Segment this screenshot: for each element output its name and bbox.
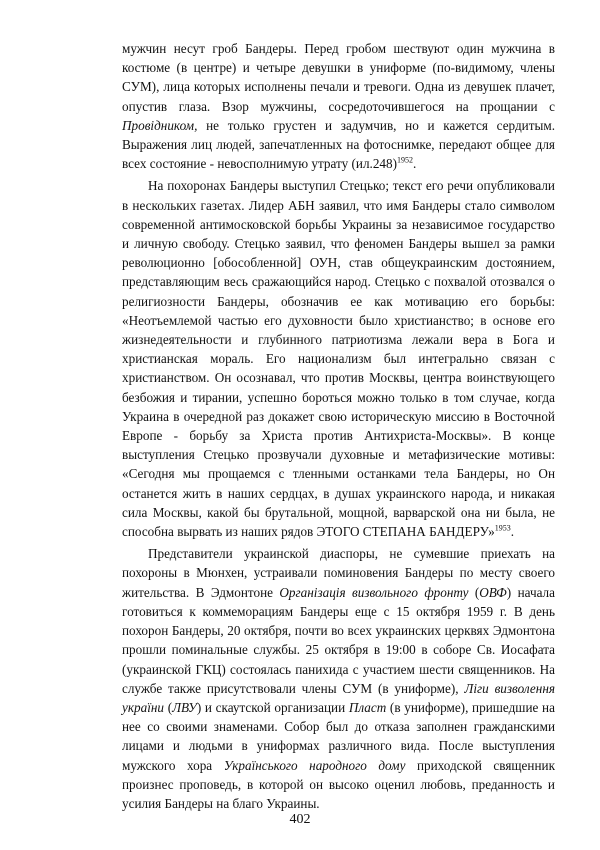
italic-text: Українського народного дому bbox=[223, 757, 406, 773]
italic-text: Ліги визволення україни bbox=[122, 680, 555, 715]
italic-text: Пласт bbox=[348, 699, 387, 715]
italic-text: ОВФ bbox=[479, 584, 507, 600]
footnote-ref: 1953 bbox=[494, 523, 511, 533]
text-run: ) и скаутской организации bbox=[196, 699, 349, 715]
paragraph-2 bbox=[122, 176, 555, 541]
page-number: 402 bbox=[289, 812, 311, 827]
text-run: На похоронах Бандеры выступил Стецько; текст его речи опубликовали в нескольких газетах. Лидер АБН заявил, что имя Бандеры стало символом современной антимосковской борьбы Украины за независимое государство и личную свободу. Стецько заявил, что феномен Бандеры вышел за рамки революционно [обособленной] ОУН, став общеукраинским достоянием, представляющим весь сражающийся народ. Стецько с похвалой отозвался о религиозности Бандеры, обозначив ее как мотивацию его борьбы: «Неотъемлемой частью его духовности было христианство; в основе его жизнедеятельности и глубинного патриотизма лежали вера в Бога и христианская мораль. Его национализм был интегрально связан с христианством. Он осознавал, что против Москвы, центра воинствующего безбожия и тирании, успешно бороться можно только в том случае, когда Украина в очередной раз докажет свою историческую миссию в Восточной Европе - борьбу за Христа против Антихриста-Москвы». В конце выступления Стецько прозвучали духовные и метафизические мотивы: «Сегодня мы прощаемся с тленными останками тела Бандеры, но Он останется жить в наших сердцах, в душах украинского народа, и никакая сила Москвы, какой бы брутальной, мощной, варварской она ни была, не способна вырвать из наших рядов ЭТОГО СТЕПАНА БАНДЕРУ» bbox=[122, 178, 555, 540]
italic-text: ЛВУ bbox=[172, 699, 197, 715]
footnote-ref: 1952 bbox=[397, 155, 413, 165]
paragraph-1 bbox=[122, 39, 555, 173]
text-run: . bbox=[413, 156, 417, 172]
body-text bbox=[122, 39, 555, 813]
text-run: ( bbox=[468, 584, 480, 600]
text-run: . bbox=[510, 524, 515, 540]
text-run: Представители украинской диаспоры, не сумевшие приехать на похороны в Мюнхен, устраивали поминовения Бандеры по месту своего жительства. В Эдмонтоне bbox=[122, 546, 555, 600]
text-run: мужчин несут гроб Бандеры. Перед гробом шествуют один мужчина в костюме (в центре) и четыре девушки в униформе (по-видимому, члены СУМ), лица которых исполнены печали и тревоги. Одна из девушек плачет, опустив глаза. Взор мужчины, сосредоточившегося на прощании с bbox=[122, 41, 555, 114]
text-run: (в униформе), пришедшие на нее со своими знаменами. Собор был до отказа заполнен гражданскими лицами и людьми в униформах различного вида. После выступления мужского хора bbox=[122, 699, 555, 773]
italic-text: Провідником, bbox=[122, 117, 198, 133]
italic-text: Організація визвольного фронту bbox=[279, 584, 469, 600]
paragraph-3 bbox=[122, 544, 555, 813]
text-run: не только грустен и задумчив, но и кажется сердитым. Выражения лиц людей, запечатленных на фотоснимке, передают общее для всех состояние - невосполнимую утрату (ил.248) bbox=[122, 117, 555, 172]
text-run: ( bbox=[164, 699, 173, 715]
text-run: приходской священник произнес проповедь, в которой он высоко оценил любовь, преданность и усилия Бандеры на благо Украины. bbox=[122, 757, 555, 811]
text-run: ) начала готовиться к коммеморациям Бандеры еще с 15 октября 1959 г. В день похорон Бандеры, 20 октября, почти во всех украинских церквях Эдмонтона прошли поминальные службы. 25 октября в 19:00 в соборе Св. Иосафата (украинской ГКЦ) состоялась панихида с участием шести священников. На службе также присутствовали члены СУМ (в униформе), bbox=[122, 584, 555, 696]
